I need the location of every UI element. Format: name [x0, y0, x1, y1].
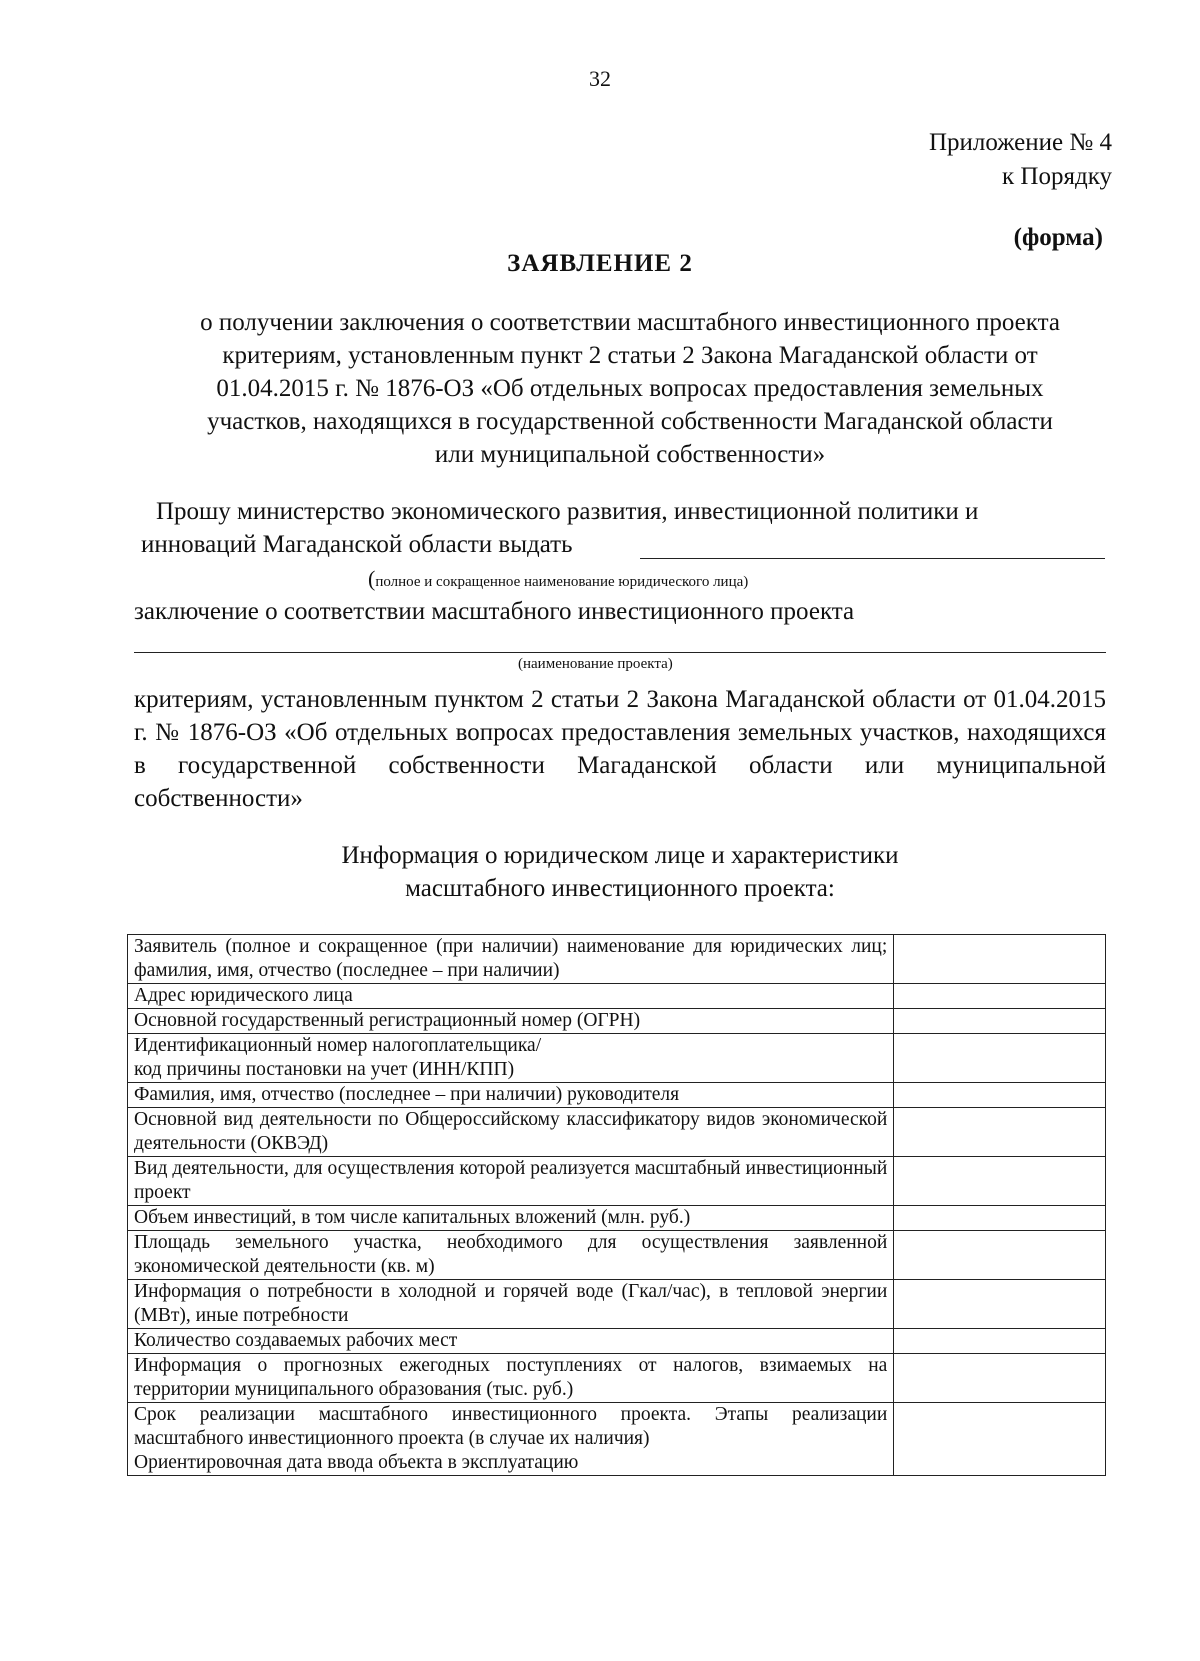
table-row-value-cell[interactable]	[894, 935, 1106, 984]
entity-name-fill-line[interactable]	[640, 558, 1105, 559]
request-text-line-2: инноваций Магаданской области выдать	[141, 531, 573, 558]
table-row-label-text: Ориентировочная дата ввода объекта в эксплуатацию	[134, 1452, 579, 1473]
table-row	[128, 1354, 1106, 1403]
table-row-value-cell[interactable]	[894, 1206, 1106, 1231]
table-row-label-text: Адрес юридического лица	[134, 985, 353, 1006]
table-row-label-text: Площадь земельного участка, необходимого для осуществления заявленной экономической деятельности (кв. м)	[134, 1232, 888, 1277]
table-row-label	[128, 984, 894, 1009]
table-row	[128, 1206, 1106, 1231]
project-name-fill-line[interactable]	[134, 652, 1106, 653]
info-heading-line: масштабного инвестиционного проекта:	[405, 875, 835, 902]
table-row-value-cell[interactable]	[894, 1083, 1106, 1108]
table-row-label-text: Количество создаваемых рабочих мест	[134, 1330, 458, 1351]
table-row-value-cell[interactable]	[894, 984, 1106, 1009]
table-row-label	[128, 1108, 894, 1157]
table-row	[128, 1403, 1106, 1476]
table-row	[128, 1083, 1106, 1108]
table-row-value-cell[interactable]	[894, 1034, 1106, 1083]
info-section-heading	[0, 839, 1200, 905]
table-row	[128, 1157, 1106, 1206]
page-number: 32	[589, 66, 611, 91]
table-row-label-text: Фамилия, имя, отчество (последнее – при наличии) руководителя	[134, 1084, 680, 1105]
subtitle-line: о получении заключения о соответствии масштабного инвестиционного проекта	[200, 309, 1060, 336]
table-row	[128, 1009, 1106, 1034]
table-row-value-cell[interactable]	[894, 1157, 1106, 1206]
appendix-line-2: к Порядку	[1002, 163, 1112, 190]
document-subtitle	[140, 306, 1120, 471]
table-row	[128, 1329, 1106, 1354]
criteria-text: критериям, установленным пунктом 2 статьи 2 Закона Магаданской области от 01.04.2015 г. № 1876-ОЗ «Об отдельных вопросах предоставления земельных участков, находящихся в государственной собственности Магаданской области или муниципальной собственности»	[134, 686, 1106, 812]
table-row	[128, 1231, 1106, 1280]
conclusion-text: заключение о соответствии масштабного инвестиционного проекта	[134, 598, 855, 625]
table-row-label-text: Объем инвестиций, в том числе капитальных вложений (млн. руб.)	[134, 1207, 691, 1228]
table-row-value-cell[interactable]	[894, 1329, 1106, 1354]
entity-name-caption: (полное и сокращенное наименование юридического лица)	[368, 566, 749, 591]
request-text-line-1: Прошу министерство экономического развития, инвестиционной политики и	[156, 498, 979, 525]
table-row-label-text: Основной вид деятельности по Общероссийскому классификатору видов экономической деятельности (ОКВЭД)	[134, 1109, 888, 1154]
table-row-label-text: Заявитель (полное и сокращенное (при наличии) наименование для юридических лиц; фамилия, имя, отчество (последнее – при наличии)	[134, 936, 888, 981]
form-label: (форма)	[1013, 224, 1103, 251]
appendix-reference	[929, 126, 1112, 194]
table-row-label	[128, 1083, 894, 1108]
table-row-label	[128, 1403, 894, 1476]
applicant-info-table	[127, 934, 1106, 1476]
table-row-value-cell[interactable]	[894, 1009, 1106, 1034]
table-row	[128, 1280, 1106, 1329]
subtitle-line: или муниципальной собственности»	[434, 441, 826, 468]
table-row-label	[128, 1009, 894, 1034]
table-row-label-text: Информация о прогнозных ежегодных поступлениях от налогов, взимаемых на территории муниципального образования (тыс. руб.)	[134, 1355, 888, 1400]
table-row-value-cell[interactable]	[894, 1280, 1106, 1329]
table-row	[128, 1108, 1106, 1157]
table-row-label	[128, 1354, 894, 1403]
table-row-label	[128, 935, 894, 984]
table-row-label-text: Основной государственный регистрационный номер (ОГРН)	[134, 1010, 641, 1031]
table-row-label	[128, 1206, 894, 1231]
table-row	[128, 1034, 1106, 1083]
table-row-label	[128, 1280, 894, 1329]
project-name-caption: (наименование проекта)	[518, 656, 673, 672]
table-row-value-cell[interactable]	[894, 1231, 1106, 1280]
table-row-label-text: Срок реализации масштабного инвестиционного проекта. Этапы реализации масштабного инвестиционного проекта (в случае их наличия)	[134, 1404, 888, 1449]
appendix-line-1: Приложение № 4	[928, 129, 1112, 156]
document-title: ЗАЯВЛЕНИЕ 2	[507, 250, 693, 277]
table-row-label	[128, 1329, 894, 1354]
table-row-label	[128, 1231, 894, 1280]
table-row-value-cell[interactable]	[894, 1403, 1106, 1476]
subtitle-line: участков, находящихся в государственной собственности Магаданской области	[207, 408, 1053, 435]
table-row-label-text: код причины постановки на учет (ИНН/КПП)	[134, 1059, 515, 1080]
table-row	[128, 935, 1106, 984]
table-row-label-text: Информация о потребности в холодной и горячей воде (Гкал/час), в тепловой энергии (МВт), иные потребности	[134, 1281, 888, 1326]
table-row-value-cell[interactable]	[894, 1108, 1106, 1157]
subtitle-line: критериям, установленным пункт 2 статьи 2 Закона Магаданской области от	[222, 342, 1038, 369]
subtitle-line: 01.04.2015 г. № 1876-ОЗ «Об отдельных вопросах предоставления земельных	[216, 375, 1044, 402]
table-row-label-text: Идентификационный номер налогоплательщика/	[134, 1035, 542, 1056]
table-row	[128, 984, 1106, 1009]
table-row-label	[128, 1157, 894, 1206]
info-heading-line: Информация о юридическом лице и характеристики	[341, 842, 899, 869]
table-row-label-text: Вид деятельности, для осуществления которой реализуется масштабный инвестиционный проект	[134, 1158, 888, 1203]
table-row-label	[128, 1034, 894, 1083]
table-row-value-cell[interactable]	[894, 1354, 1106, 1403]
